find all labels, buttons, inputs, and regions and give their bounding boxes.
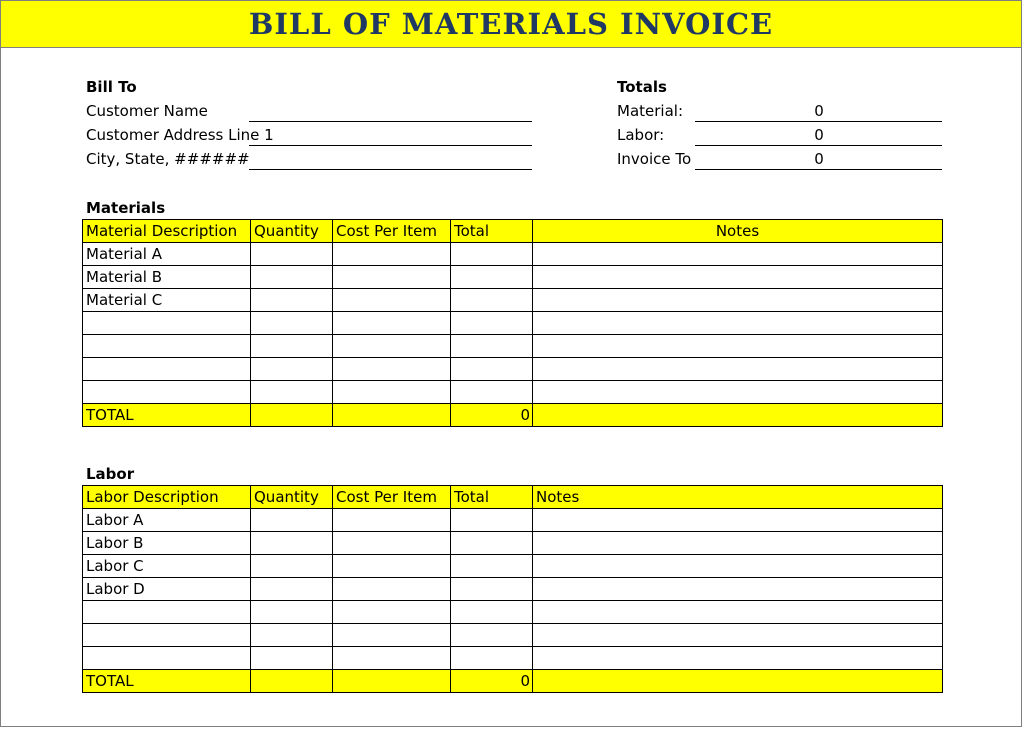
total-cell[interactable] [451, 624, 533, 647]
labor-total-label: Labor: [617, 126, 665, 144]
customer-address-label: Customer Address Line 1 [86, 126, 274, 144]
total-cell[interactable] [451, 381, 533, 404]
labor-description-cell[interactable]: Labor B [83, 532, 251, 555]
total-cell[interactable] [451, 289, 533, 312]
col-header-total: Total [451, 220, 533, 243]
labor-total-line [695, 145, 942, 146]
labor-heading: Labor [86, 465, 135, 483]
quantity-cell[interactable] [251, 601, 333, 624]
customer-address-line[interactable] [249, 145, 532, 146]
quantity-cell[interactable] [251, 266, 333, 289]
labor-total-value: 0 [451, 670, 533, 693]
total-cell[interactable] [451, 509, 533, 532]
total-cell[interactable] [451, 578, 533, 601]
notes-cell[interactable] [533, 647, 943, 670]
quantity-cell[interactable] [251, 312, 333, 335]
col-header-quantity: Quantity [251, 486, 333, 509]
notes-cell[interactable] [533, 243, 943, 266]
title-banner [1, 1, 1021, 48]
invoice-total-line [695, 169, 942, 170]
notes-cell[interactable] [533, 555, 943, 578]
materials-table [82, 219, 943, 427]
table-row [83, 532, 943, 555]
table-row [83, 358, 943, 381]
notes-cell[interactable] [533, 266, 943, 289]
labor-total-value: 0 [814, 126, 824, 144]
cost-cell[interactable] [333, 647, 451, 670]
cost-cell[interactable] [333, 243, 451, 266]
material-description-cell[interactable] [83, 335, 251, 358]
col-header-description: Labor Description [83, 486, 251, 509]
col-header-quantity: Quantity [251, 220, 333, 243]
city-state-line[interactable] [249, 169, 532, 170]
table-row [83, 509, 943, 532]
notes-cell[interactable] [533, 335, 943, 358]
col-header-notes: Notes [533, 220, 943, 243]
cost-cell[interactable] [333, 578, 451, 601]
materials-heading: Materials [86, 199, 166, 217]
total-cell[interactable] [451, 532, 533, 555]
labor-total-row [83, 670, 943, 693]
cost-cell[interactable] [333, 312, 451, 335]
quantity-cell[interactable] [251, 358, 333, 381]
cost-cell[interactable] [333, 601, 451, 624]
customer-name-line[interactable] [249, 121, 532, 122]
cost-total-cell [333, 404, 451, 427]
total-cell[interactable] [451, 358, 533, 381]
materials-total-row [83, 404, 943, 427]
total-label: TOTAL [83, 670, 251, 693]
labor-description-cell[interactable] [83, 647, 251, 670]
table-row [83, 555, 943, 578]
materials-header-row [83, 220, 943, 243]
labor-description-cell[interactable]: Labor A [83, 509, 251, 532]
table-row [83, 335, 943, 358]
col-header-notes: Notes [533, 486, 943, 509]
notes-cell[interactable] [533, 509, 943, 532]
page-title: BILL OF MATERIALS INVOICE [248, 7, 774, 41]
cost-cell[interactable] [333, 335, 451, 358]
notes-cell[interactable] [533, 578, 943, 601]
notes-cell[interactable] [533, 381, 943, 404]
material-description-cell[interactable]: Material B [83, 266, 251, 289]
total-cell[interactable] [451, 243, 533, 266]
cost-cell[interactable] [333, 289, 451, 312]
table-row [83, 578, 943, 601]
notes-cell[interactable] [533, 601, 943, 624]
cost-cell[interactable] [333, 624, 451, 647]
material-total-value: 0 [814, 102, 824, 120]
table-row [83, 266, 943, 289]
table-row [83, 601, 943, 624]
totals-heading: Totals [617, 78, 667, 96]
labor-description-cell[interactable]: Labor C [83, 555, 251, 578]
notes-cell[interactable] [533, 624, 943, 647]
labor-description-cell[interactable] [83, 624, 251, 647]
quantity-cell[interactable] [251, 243, 333, 266]
notes-cell[interactable] [533, 532, 943, 555]
material-description-cell[interactable] [83, 381, 251, 404]
table-row [83, 243, 943, 266]
invoice-total-value: 0 [814, 150, 824, 168]
notes-total-cell [533, 404, 943, 427]
cost-cell[interactable] [333, 381, 451, 404]
table-row [83, 312, 943, 335]
cost-cell[interactable] [333, 509, 451, 532]
table-row [83, 624, 943, 647]
notes-total-cell [533, 670, 943, 693]
cost-cell[interactable] [333, 358, 451, 381]
notes-cell[interactable] [533, 289, 943, 312]
total-cell[interactable] [451, 601, 533, 624]
col-header-cost: Cost Per Item [333, 486, 451, 509]
col-header-cost: Cost Per Item [333, 220, 451, 243]
quantity-total-cell [251, 670, 333, 693]
quantity-cell[interactable] [251, 335, 333, 358]
quantity-cell[interactable] [251, 509, 333, 532]
col-header-total: Total [451, 486, 533, 509]
quantity-cell[interactable] [251, 289, 333, 312]
total-cell[interactable] [451, 647, 533, 670]
quantity-cell[interactable] [251, 624, 333, 647]
labor-table [82, 485, 943, 693]
notes-cell[interactable] [533, 358, 943, 381]
total-cell[interactable] [451, 555, 533, 578]
material-description-cell[interactable] [83, 312, 251, 335]
table-row [83, 647, 943, 670]
city-state-label: City, State, ###### [86, 150, 250, 168]
quantity-total-cell [251, 404, 333, 427]
material-total-line [695, 121, 942, 122]
material-description-cell[interactable] [83, 358, 251, 381]
total-label: TOTAL [83, 404, 251, 427]
total-cell[interactable] [451, 335, 533, 358]
cost-cell[interactable] [333, 266, 451, 289]
notes-cell[interactable] [533, 312, 943, 335]
total-cell[interactable] [451, 266, 533, 289]
table-row [83, 381, 943, 404]
total-cell[interactable] [451, 312, 533, 335]
quantity-cell[interactable] [251, 647, 333, 670]
bill-to-heading: Bill To [86, 78, 137, 96]
invoice-total-label: Invoice To [617, 150, 692, 168]
col-header-description: Material Description [83, 220, 251, 243]
labor-description-cell[interactable] [83, 601, 251, 624]
cost-cell[interactable] [333, 555, 451, 578]
customer-name-label: Customer Name [86, 102, 208, 120]
quantity-cell[interactable] [251, 532, 333, 555]
table-row [83, 289, 943, 312]
materials-total-value: 0 [451, 404, 533, 427]
material-description-cell[interactable]: Material C [83, 289, 251, 312]
quantity-cell[interactable] [251, 578, 333, 601]
cost-cell[interactable] [333, 532, 451, 555]
quantity-cell[interactable] [251, 555, 333, 578]
cost-total-cell [333, 670, 451, 693]
material-description-cell[interactable]: Material A [83, 243, 251, 266]
labor-description-cell[interactable]: Labor D [83, 578, 251, 601]
material-total-label: Material: [617, 102, 683, 120]
labor-header-row [83, 486, 943, 509]
quantity-cell[interactable] [251, 381, 333, 404]
